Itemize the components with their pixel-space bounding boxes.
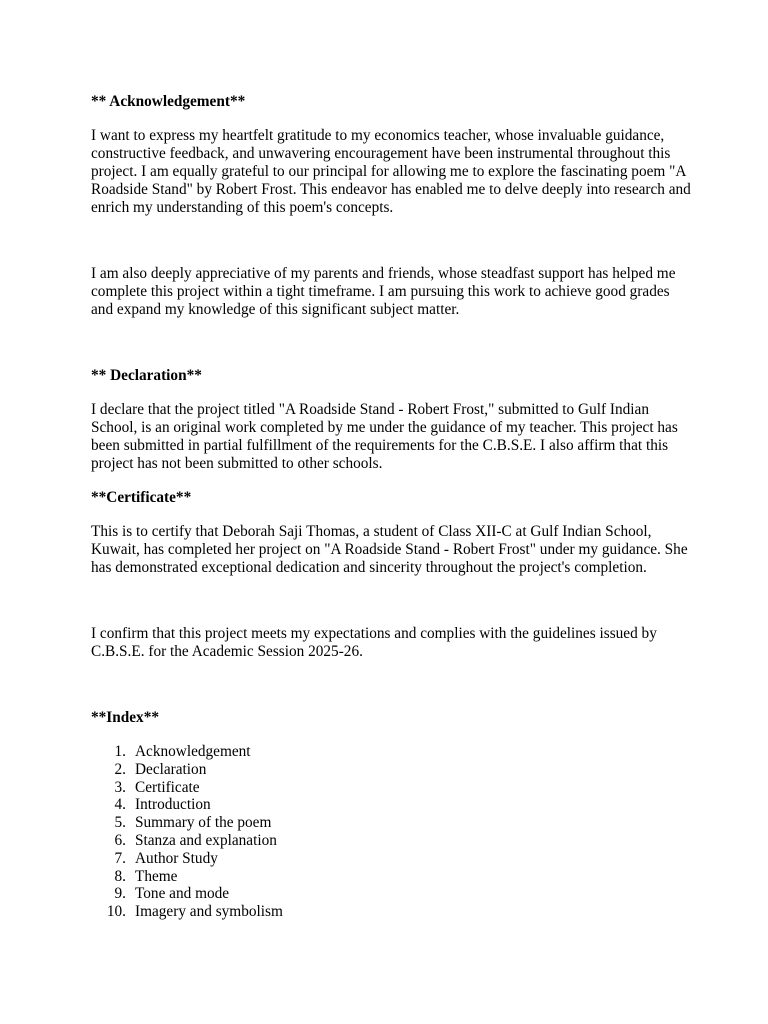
- declaration-heading: ** Declaration**: [91, 367, 202, 384]
- spacer: [91, 111, 691, 127]
- list-item-label: Stanza and explanation: [135, 831, 277, 849]
- list-item-label: Certificate: [135, 778, 200, 796]
- spacer: [91, 661, 691, 709]
- spacer: [91, 577, 691, 625]
- list-item: [91, 796, 691, 814]
- acknowledgement-paragraph-2: I am also deeply appreciative of my parents and friends, whose steadfast support has helped me complete this project within a tight timeframe. I am pursuing this work to achieve good grades and expand my knowledge of this significant subject matter.: [91, 265, 676, 318]
- list-item: [91, 850, 691, 868]
- list-item-label: Author Study: [135, 849, 218, 867]
- list-item-label: Theme: [135, 867, 178, 885]
- index-heading: **Index**: [91, 709, 159, 726]
- certificate-heading: **Certificate**: [91, 489, 192, 506]
- list-item: [91, 903, 691, 921]
- list-item-number: 8.: [114, 867, 126, 885]
- list-item-label: Tone and mode: [135, 885, 230, 903]
- list-item: [91, 761, 691, 779]
- list-item-number: 1.: [114, 743, 126, 760]
- acknowledgement-paragraph-1: I want to express my heartfelt gratitude to my economics teacher, whose invaluable guidance, constructive feedback, and unwavering encouragement have been instrumental throughout this project. I am equally grateful to our principal for allowing me to explore the fascinating poem "A Roadside Stand" by Robert Frost. This endeavor has enabled me to delve deeply into research and enrich my understanding of this poem's concepts.: [91, 127, 691, 216]
- certificate-paragraph-1: This is to certify that Deborah Saji Thomas, a student of Class XII-C at Gulf Indian School, Kuwait, has completed her project on "A Roadside Stand - Robert Frost" under my guidance. She has demonstrated exceptional dedication and sincerity throughout the project's completion.: [91, 523, 688, 576]
- spacer: [91, 217, 691, 265]
- list-item-label: Imagery and symbolism: [135, 903, 283, 921]
- list-item-number: 6.: [114, 831, 126, 849]
- spacer: [91, 507, 691, 523]
- spacer: [91, 385, 691, 401]
- list-item: [91, 832, 691, 850]
- spacer: [91, 727, 691, 743]
- list-item-number: 9.: [114, 885, 126, 903]
- list-item-number: 10.: [106, 903, 126, 921]
- list-item-number: 7.: [114, 849, 126, 867]
- declaration-paragraph: I declare that the project titled "A Roadside Stand - Robert Frost," submitted to Gulf Indian School, is an original work completed by me under the guidance of my teacher. This project has been submitted in partial fulfillment of the requirements for the C.B.S.E. I also affirm that this project has not been submitted to other schools.: [91, 401, 678, 472]
- list-item-number: 4.: [114, 796, 126, 814]
- list-item: [91, 743, 691, 761]
- spacer: [91, 473, 691, 489]
- list-item-label: Summary of the poem: [135, 814, 272, 832]
- list-item: [91, 814, 691, 832]
- document-page: [91, 93, 691, 921]
- acknowledgement-heading: ** Acknowledgement**: [91, 93, 246, 110]
- spacer: [91, 319, 691, 367]
- list-item-label: Declaration: [135, 760, 207, 778]
- index-list: [91, 743, 691, 921]
- list-item-number: 2.: [114, 760, 126, 778]
- certificate-paragraph-2: I confirm that this project meets my expectations and complies with the guidelines issued by C.B.S.E. for the Academic Session 2025-26.: [91, 625, 657, 660]
- list-item: [91, 779, 691, 797]
- list-item-number: 3.: [114, 778, 126, 796]
- list-item-label: Introduction: [135, 796, 211, 814]
- list-item: [91, 868, 691, 886]
- list-item-label: Acknowledgement: [135, 743, 251, 760]
- list-item-number: 5.: [114, 814, 126, 832]
- list-item: [91, 885, 691, 903]
